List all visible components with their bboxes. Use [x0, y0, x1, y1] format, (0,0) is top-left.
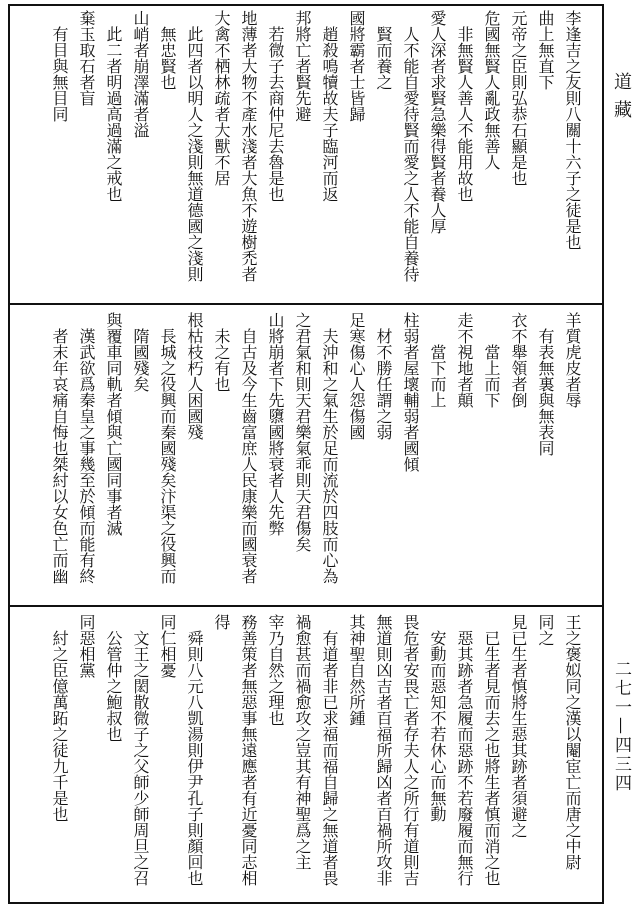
text-column: 見已生者慎將生惡其跡者須避之: [509, 614, 528, 838]
text-column: 王之褒姒同之漢以閹宦亡而唐之中尉: [563, 614, 582, 870]
text-column: 者末年哀痛自悔也桀紂以女色亡而幽: [50, 328, 69, 584]
text-column: 有表無裏與無表同: [536, 328, 555, 456]
text-column: 人不能自愛待賢而愛之人不能自養待: [401, 26, 420, 282]
text-column: 紂之臣億萬跖之徒九千是也: [50, 630, 69, 822]
text-column: 公管仲之鮑叔也: [104, 630, 123, 742]
margin-page-number: 二七一—四三四: [611, 660, 631, 793]
text-column: 危國無賢人亂政無善人: [482, 10, 501, 170]
margin-title: 道藏: [611, 72, 632, 128]
text-panel-bottom: [12, 614, 600, 898]
text-column: 文王之閎散微子之父師少師周旦之召: [131, 630, 150, 886]
text-column: 漢武欲爲秦皇之事幾至於傾而能有終: [77, 328, 96, 584]
panel-divider: [8, 303, 604, 305]
text-column: 山將崩者下先隳國將衰者人先弊: [266, 312, 285, 536]
text-panel-top: [12, 10, 600, 300]
text-column: 舜則八元八凱湯則伊尹孔子則顏回也: [185, 630, 204, 886]
text-column: 地薄者大物不產水淺者大魚不遊樹禿者: [239, 10, 258, 282]
text-column: 得: [212, 614, 231, 630]
text-column: 當上而下: [482, 344, 501, 408]
text-panel-middle: [12, 312, 600, 602]
text-column: 有目與無目同: [50, 26, 69, 122]
text-column: 無忠賢也: [158, 26, 177, 90]
text-column: 長城之役興而秦國殘矣汴渠之役興而: [158, 328, 177, 584]
text-column: 隋國殘矣: [131, 328, 150, 392]
text-column: 愛人深者求賢急樂得賢者養人厚: [428, 10, 447, 234]
text-column: 邦將亡者賢先避: [293, 10, 312, 122]
text-column: 其神聖自然所鍾: [347, 614, 366, 726]
text-column: 材不勝任謂之弱: [374, 328, 393, 440]
text-column: 有道者非已求福而福自歸之無道者畏: [320, 630, 339, 886]
text-column: 若微子去商仲尼去魯是也: [266, 26, 285, 202]
text-column: 李逢吉之友則八關十六子之徒是也: [563, 10, 582, 250]
text-column: 禍愈甚而禍愈攻之豈其有神聖爲之主: [293, 614, 312, 870]
text-column: 棄玉取石者盲: [77, 10, 96, 106]
text-column: 此四者以明人之淺則無道德國之淺則: [185, 26, 204, 282]
text-column: 足寒傷心人怨傷國: [347, 312, 366, 440]
text-column: 夫沖和之氣生於足而流於四肢而心為: [320, 328, 339, 584]
text-column: 此二者明過高過滿之戒也: [104, 26, 123, 202]
text-column: 惡其跡者急履而惡跡不若廢履而無行: [455, 630, 474, 886]
text-column: 非無賢人善人不能用故也: [455, 26, 474, 202]
text-column: 畏危者安畏亡者存夫人之所行有道則吉: [401, 614, 420, 886]
text-column: 同仁相憂: [158, 614, 177, 678]
text-column: 同之: [536, 614, 555, 646]
text-column: 已生者見而去之也將生者慎而消之也: [482, 630, 501, 886]
text-column: 走不視地者顛: [455, 312, 474, 408]
text-column: 當下而上: [428, 344, 447, 408]
text-column: 自古及今生齒富庶人民康樂而國衰者: [239, 328, 258, 584]
text-column: 大禽不栖林疏者大獸不居: [212, 10, 231, 186]
text-column: 元帝之臣則弘恭石顯是也: [509, 10, 528, 186]
text-column: 山峭者崩澤滿者溢: [131, 10, 150, 138]
text-column: 務善策者無惡事無遠應者有近憂同志相: [239, 614, 258, 886]
panel-divider: [8, 605, 604, 607]
text-column: 同惡相黨: [77, 614, 96, 678]
text-column: 宰乃自然之理也: [266, 614, 285, 726]
text-column: 根枯枝朽人困國殘: [185, 312, 204, 440]
text-column: 國將霸者士皆歸: [347, 10, 366, 122]
text-column: 趙殺鳴犢故夫子臨河而返: [320, 26, 339, 202]
text-column: 衣不舉領者倒: [509, 312, 528, 408]
text-column: 羊質虎皮者辱: [563, 312, 582, 408]
text-column: 與覆車同軌者傾與亡國同事者滅: [104, 312, 123, 536]
text-column: 曲上無直下: [536, 10, 555, 90]
text-column: 之君氣和則天君樂氣乖則天君傷矣: [293, 312, 312, 552]
text-column: 未之有也: [212, 328, 231, 392]
text-column: 無道則凶吉者百福所歸凶者百禍所攻非: [374, 614, 393, 886]
text-column: 柱弱者屋壞輔弱者國傾: [401, 312, 420, 472]
text-column: 賢而養之: [374, 26, 393, 90]
text-column: 安動而惡知不若休心而無動: [428, 630, 447, 822]
